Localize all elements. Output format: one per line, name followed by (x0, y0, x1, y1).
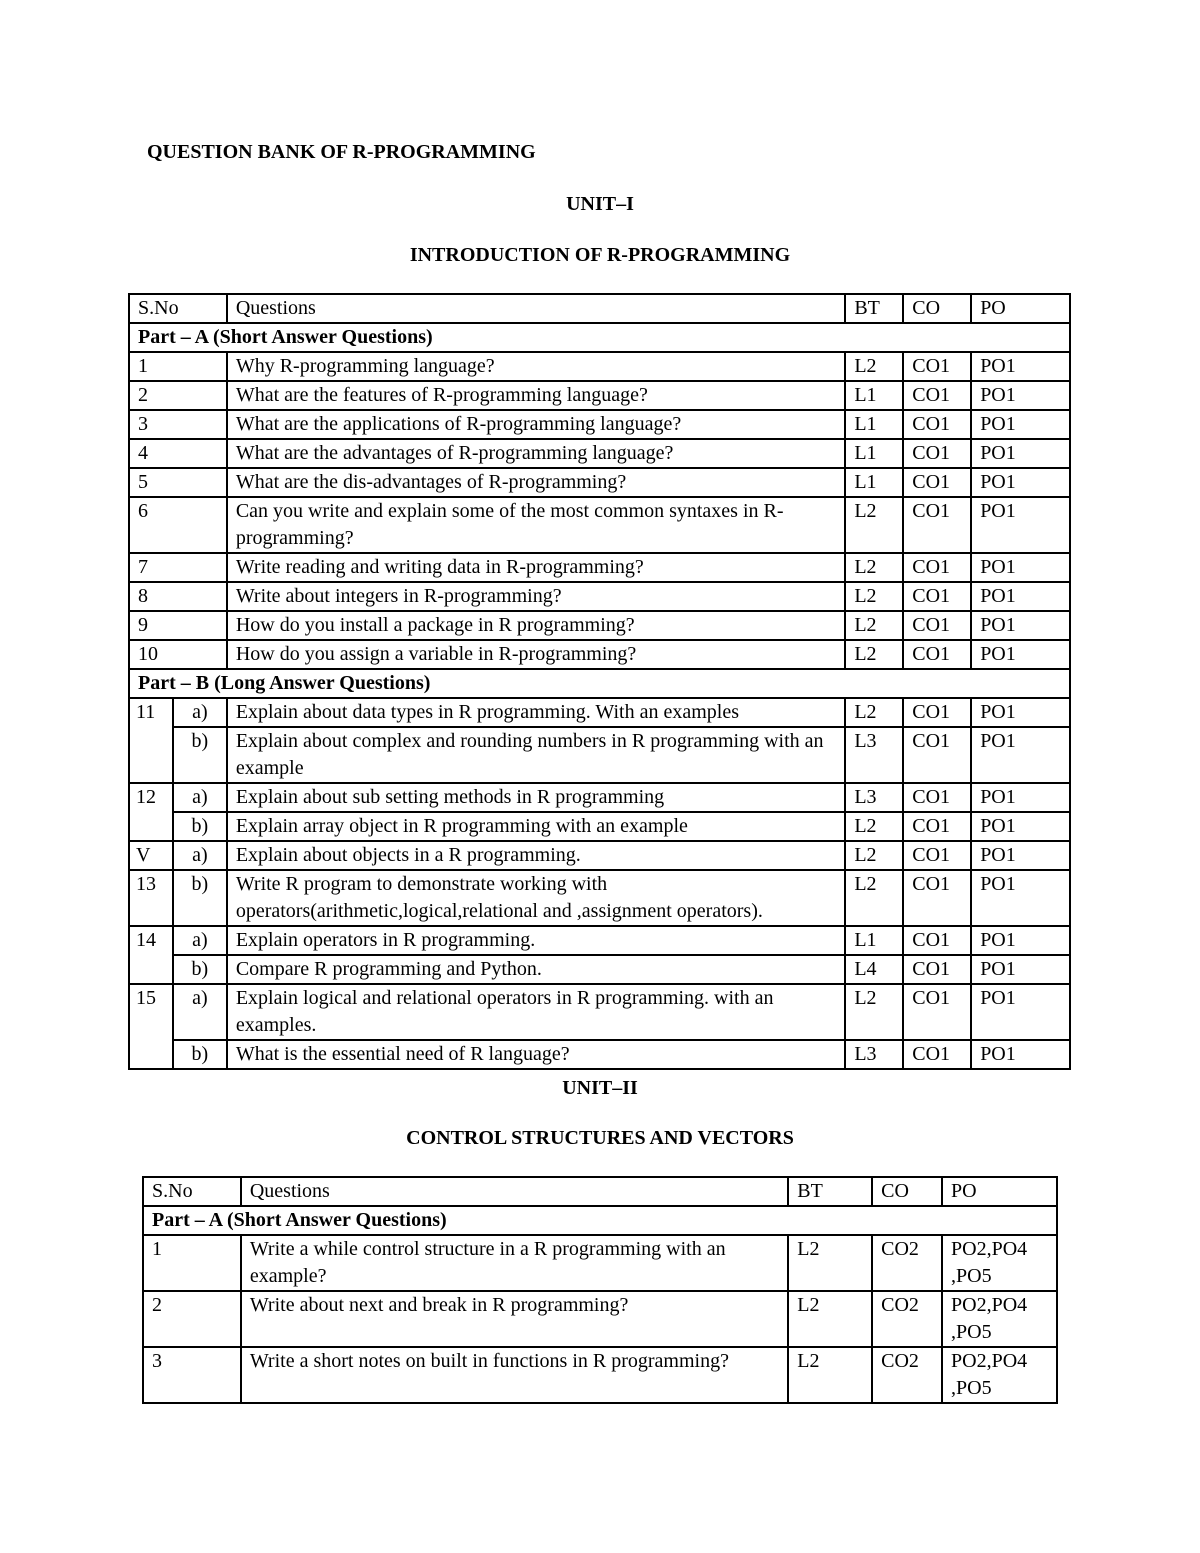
co-cell: CO1 (903, 984, 971, 1040)
table-row (129, 582, 1070, 611)
question-cell: Explain about sub setting methods in R programming (227, 783, 846, 812)
po-cell: PO1 (971, 468, 1070, 497)
co-cell: CO1 (903, 439, 971, 468)
table-row (129, 984, 1070, 1040)
co-cell: CO1 (903, 727, 971, 783)
co-cell: CO1 (903, 870, 971, 926)
bt-cell: L3 (845, 783, 903, 812)
co-cell: CO1 (903, 1040, 971, 1069)
header-sno: S.No (143, 1177, 241, 1206)
question-cell: Explain operators in R programming. (227, 926, 846, 955)
bt-cell: L2 (788, 1347, 872, 1403)
sno-cell: 4 (129, 439, 227, 468)
bt-cell: L2 (845, 841, 903, 870)
co-cell: CO1 (903, 553, 971, 582)
question-cell: Explain logical and relational operators in R programming. with an examples. (227, 984, 846, 1040)
question-number-cell: 11 (129, 698, 173, 783)
question-cell: What is the essential need of R language? (227, 1040, 846, 1069)
sno-cell: 9 (129, 611, 227, 640)
bt-cell: L3 (845, 727, 903, 783)
question-cell: What are the features of R-programming language? (227, 381, 846, 410)
po-cell: PO1 (971, 812, 1070, 841)
co-cell: CO2 (872, 1235, 942, 1291)
bt-cell: L2 (845, 553, 903, 582)
part-b-row (129, 669, 1070, 698)
sub-part-cell: a) (173, 926, 227, 955)
question-cell: How do you assign a variable in R-programming? (227, 640, 846, 669)
table-row (129, 468, 1070, 497)
sno-cell: 2 (143, 1291, 241, 1347)
co-cell: CO1 (903, 611, 971, 640)
po-cell: PO1 (971, 611, 1070, 640)
sno-cell: 5 (129, 468, 227, 497)
co-cell: CO1 (903, 381, 971, 410)
po-cell: PO1 (971, 1040, 1070, 1069)
sub-part-cell: b) (173, 812, 227, 841)
po-cell: PO2,PO4 ,PO5 (942, 1347, 1057, 1403)
table-row (129, 841, 1070, 870)
sub-part-cell: a) (173, 698, 227, 727)
po-cell: PO1 (971, 955, 1070, 984)
question-number-cell: 12 (129, 783, 173, 841)
sno-cell: 3 (143, 1347, 241, 1403)
table-row (143, 1347, 1057, 1403)
part-a-label: Part – A (Short Answer Questions) (129, 323, 1070, 352)
sno-cell: 8 (129, 582, 227, 611)
co-cell: CO1 (903, 410, 971, 439)
bt-cell: L2 (845, 497, 903, 553)
po-cell: PO1 (971, 783, 1070, 812)
table-header-row (129, 294, 1070, 323)
header-bt: BT (788, 1177, 872, 1206)
sub-part-cell: b) (173, 955, 227, 984)
table-row (129, 783, 1070, 812)
co-cell: CO1 (903, 352, 971, 381)
table-row (129, 640, 1070, 669)
table-row (129, 553, 1070, 582)
bt-cell: L2 (845, 611, 903, 640)
sub-part-cell: b) (173, 870, 227, 926)
question-cell: Explain array object in R programming with an example (227, 812, 846, 841)
co-cell: CO1 (903, 926, 971, 955)
question-cell: Can you write and explain some of the most common syntaxes in R-programming? (227, 497, 846, 553)
question-number-cell: V (129, 841, 173, 870)
po-cell: PO1 (971, 381, 1070, 410)
co-cell: CO2 (872, 1291, 942, 1347)
table-row (129, 698, 1070, 727)
question-cell: What are the applications of R-programming language? (227, 410, 846, 439)
po-cell: PO1 (971, 698, 1070, 727)
part-b-label: Part – B (Long Answer Questions) (129, 669, 1070, 698)
table-row (129, 410, 1070, 439)
co-cell: CO1 (903, 468, 971, 497)
co-cell: CO1 (903, 783, 971, 812)
sno-cell: 2 (129, 381, 227, 410)
question-cell: Write about integers in R-programming? (227, 582, 846, 611)
po-cell: PO1 (971, 984, 1070, 1040)
table-row (129, 926, 1070, 955)
table-row (129, 439, 1070, 468)
table-row (129, 870, 1070, 926)
po-cell: PO1 (971, 926, 1070, 955)
table-row (129, 381, 1070, 410)
header-co: CO (903, 294, 971, 323)
table-row (129, 955, 1070, 984)
co-cell: CO1 (903, 640, 971, 669)
question-cell: Write a short notes on built in functions in R programming? (241, 1347, 788, 1403)
table-row (129, 497, 1070, 553)
sub-part-cell: a) (173, 783, 227, 812)
question-number-cell: 13 (129, 870, 173, 926)
unit1-question-table (128, 293, 1071, 1070)
unit1-label: UNIT–I (566, 193, 634, 215)
table-header-row (143, 1177, 1057, 1206)
header-co: CO (872, 1177, 942, 1206)
table-row (143, 1235, 1057, 1291)
sub-part-cell: b) (173, 727, 227, 783)
sno-cell: 6 (129, 497, 227, 553)
co-cell: CO1 (903, 955, 971, 984)
table-row (129, 352, 1070, 381)
question-cell: Write about next and break in R programming? (241, 1291, 788, 1347)
bt-cell: L2 (788, 1235, 872, 1291)
sno-cell: 7 (129, 553, 227, 582)
po-cell: PO1 (971, 553, 1070, 582)
question-cell: Write reading and writing data in R-programming? (227, 553, 846, 582)
question-number-cell: 14 (129, 926, 173, 984)
table-row (129, 1040, 1070, 1069)
question-cell: Explain about data types in R programming. With an examples (227, 698, 846, 727)
sno-cell: 1 (143, 1235, 241, 1291)
question-cell: Explain about complex and rounding numbers in R programming with an example (227, 727, 846, 783)
bt-cell: L1 (845, 926, 903, 955)
sub-part-cell: a) (173, 984, 227, 1040)
bt-cell: L2 (845, 812, 903, 841)
header-sno: S.No (129, 294, 227, 323)
po-cell: PO1 (971, 640, 1070, 669)
table-row (143, 1291, 1057, 1347)
page-title: QUESTION BANK OF R-PROGRAMMING (147, 141, 536, 163)
co-cell: CO1 (903, 698, 971, 727)
part-a-row (129, 323, 1070, 352)
co-cell: CO1 (903, 841, 971, 870)
co-cell: CO1 (903, 582, 971, 611)
bt-cell: L3 (845, 1040, 903, 1069)
header-questions: Questions (241, 1177, 788, 1206)
po-cell: PO1 (971, 439, 1070, 468)
header-po: PO (942, 1177, 1057, 1206)
po-cell: PO1 (971, 410, 1070, 439)
co-cell: CO1 (903, 497, 971, 553)
po-cell: PO2,PO4 ,PO5 (942, 1235, 1057, 1291)
question-cell: Compare R programming and Python. (227, 955, 846, 984)
question-cell: Why R-programming language? (227, 352, 846, 381)
po-cell: PO1 (971, 870, 1070, 926)
po-cell: PO1 (971, 352, 1070, 381)
question-cell: Write a while control structure in a R programming with an example? (241, 1235, 788, 1291)
question-cell: How do you install a package in R programming? (227, 611, 846, 640)
bt-cell: L4 (845, 955, 903, 984)
po-cell: PO1 (971, 841, 1070, 870)
unit1-heading: INTRODUCTION OF R-PROGRAMMING (409, 244, 791, 266)
question-cell: Write R program to demonstrate working with operators(arithmetic,logical,relational and ,assignment operators). (227, 870, 846, 926)
po-cell: PO2,PO4 ,PO5 (942, 1291, 1057, 1347)
po-cell: PO1 (971, 497, 1070, 553)
bt-cell: L1 (845, 439, 903, 468)
bt-cell: L2 (845, 352, 903, 381)
po-cell: PO1 (971, 582, 1070, 611)
unit2-label: UNIT–II (562, 1077, 638, 1099)
unit2-heading: CONTROL STRUCTURES AND VECTORS (406, 1127, 794, 1149)
co-cell: CO1 (903, 812, 971, 841)
unit2-question-table (142, 1176, 1058, 1404)
sub-part-cell: a) (173, 841, 227, 870)
co-cell: CO2 (872, 1347, 942, 1403)
bt-cell: L2 (845, 870, 903, 926)
sno-cell: 1 (129, 352, 227, 381)
header-po: PO (971, 294, 1070, 323)
part-a-label: Part – A (Short Answer Questions) (143, 1206, 1057, 1235)
question-cell: What are the advantages of R-programming language? (227, 439, 846, 468)
sno-cell: 10 (129, 640, 227, 669)
bt-cell: L1 (845, 410, 903, 439)
table-row (129, 611, 1070, 640)
bt-cell: L2 (788, 1291, 872, 1347)
table-row (129, 727, 1070, 783)
question-cell: Explain about objects in a R programming. (227, 841, 846, 870)
sub-part-cell: b) (173, 1040, 227, 1069)
question-cell: What are the dis-advantages of R-programming? (227, 468, 846, 497)
question-number-cell: 15 (129, 984, 173, 1069)
bt-cell: L2 (845, 984, 903, 1040)
bt-cell: L2 (845, 698, 903, 727)
bt-cell: L2 (845, 582, 903, 611)
po-cell: PO1 (971, 727, 1070, 783)
bt-cell: L1 (845, 381, 903, 410)
header-bt: BT (845, 294, 903, 323)
bt-cell: L2 (845, 640, 903, 669)
table-row (129, 812, 1070, 841)
part-a-row (143, 1206, 1057, 1235)
sno-cell: 3 (129, 410, 227, 439)
bt-cell: L1 (845, 468, 903, 497)
header-questions: Questions (227, 294, 846, 323)
